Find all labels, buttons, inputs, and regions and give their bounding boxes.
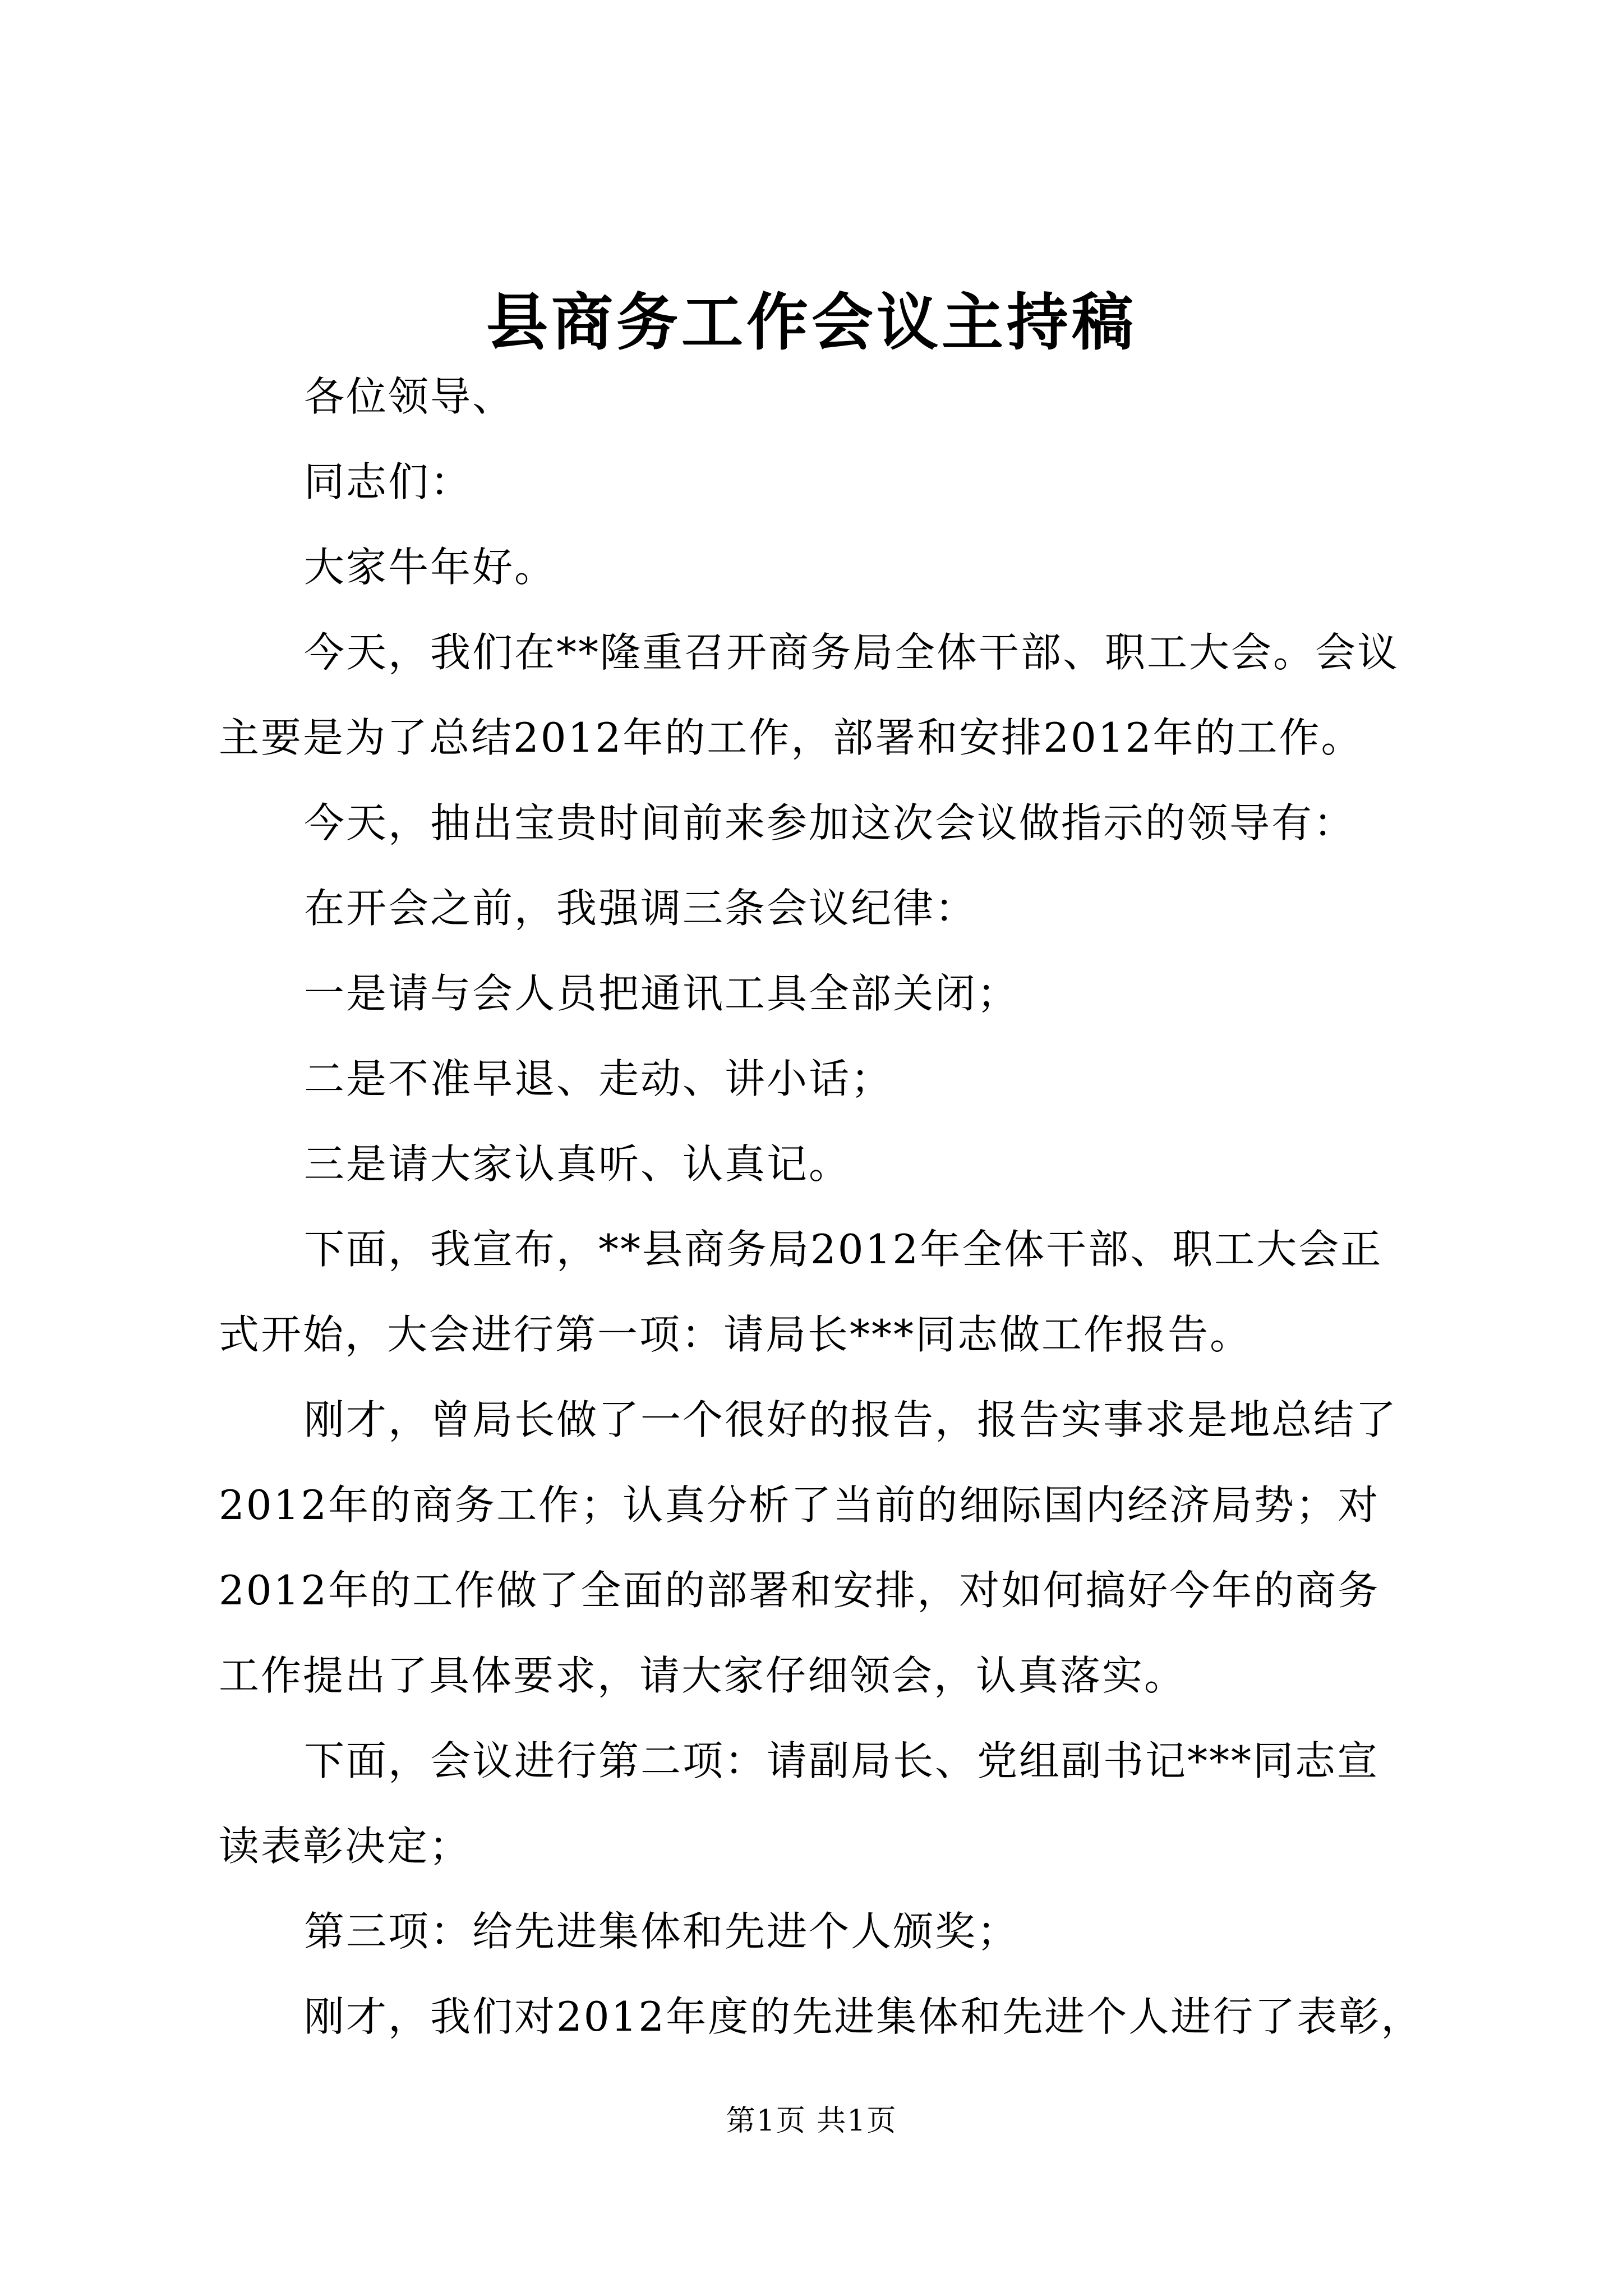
paragraph-line: 一是请与会人员把通讯工具全部关闭； [304, 970, 1020, 1017]
paragraph-line: 各位领导、 [304, 373, 515, 420]
paragraph-line: 刚才，曾局长做了一个很好的报告，报告实事求是地总结了 [304, 1396, 1398, 1443]
paragraph-line: 同志们： [304, 458, 473, 505]
document-body [219, 372, 1430, 2078]
paragraph-line: 下面，我宣布，**县商务局2012年全体干部、职工大会正 [304, 1226, 1383, 1273]
paragraph-line: 下面，会议进行第二项：请副局长、党组副书记***同志宣 [304, 1737, 1380, 1784]
page-footer: 第1页 共1页 [726, 2104, 897, 2138]
paragraph-line: 三是请大家认真听、认真记。 [304, 1140, 851, 1188]
paragraph-line: 读表彰决定； [219, 1823, 472, 1870]
paragraph-line: 2012年的工作做了全面的部署和安排，对如何搞好今年的商务 [219, 1567, 1380, 1614]
paragraph-line: 今天，我们在**隆重召开商务局全体干部、职工大会。会议 [304, 629, 1400, 676]
paragraph-line: 二是不准早退、走动、讲小话； [304, 1055, 893, 1102]
document-title: 县商务工作会议主持稿 [486, 286, 1137, 358]
paragraph-line: 刚才，我们对2012年度的先进集体和先进个人进行了表彰， [304, 1993, 1423, 2040]
paragraph-line: 大家牛年好。 [304, 544, 557, 591]
paragraph-line: 第三项：给先进集体和先进个人颁奖； [304, 1908, 1020, 1955]
paragraph-line: 今天，抽出宝贵时间前来参加这次会议做指示的领导有： [304, 799, 1356, 846]
paragraph-line: 2012年的商务工作；认真分析了当前的细际国内经济局势；对 [219, 1481, 1380, 1529]
paragraph-line: 主要是为了总结2012年的工作，部署和安排2012年的工作。 [219, 714, 1363, 761]
paragraph-line: 式开始，大会进行第一项：请局长***同志做工作报告。 [219, 1311, 1252, 1358]
paragraph-line: 在开会之前，我强调三条会议纪律： [304, 885, 978, 932]
paragraph-line: 工作提出了具体要求，请大家仔细领会，认真落实。 [219, 1652, 1187, 1699]
